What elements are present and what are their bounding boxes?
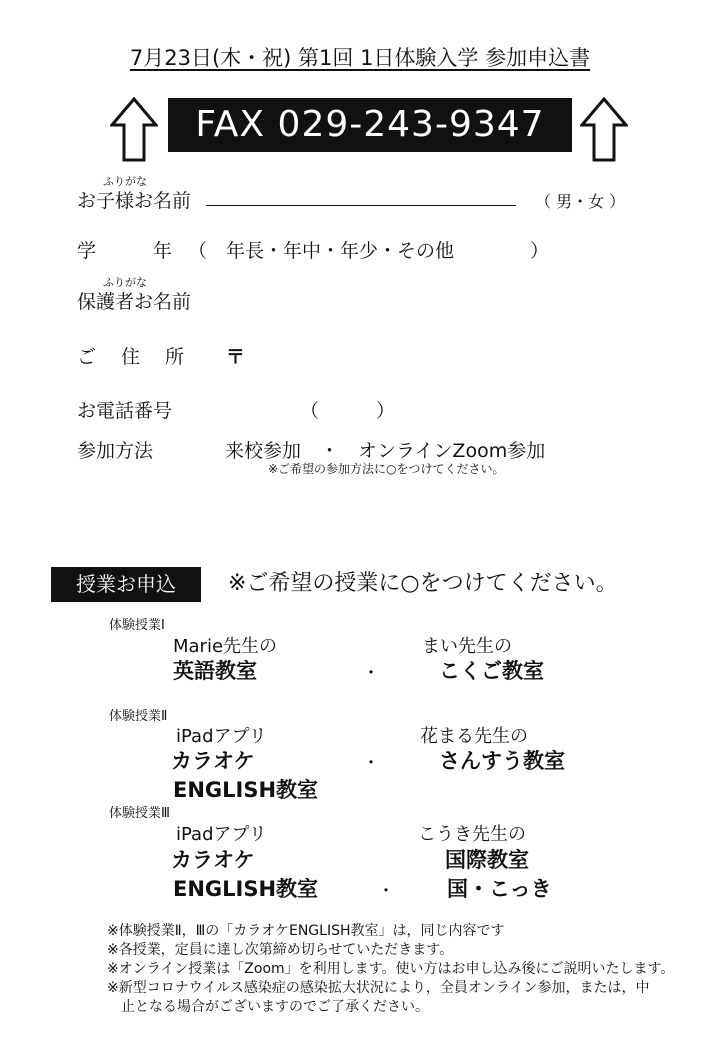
class1-separator: ・ [362, 663, 380, 684]
classes-instruction: ※ご希望の授業に○をつけてください。 [228, 571, 618, 596]
fax-number: FAX 029-243-9347 [168, 98, 572, 152]
note: ※新型コロナウイルス感染症の感染拡大状況により，全員オンライン参加，または，中 [107, 980, 650, 996]
grade-options[interactable]: （ 年長・年中・年少・その他 ） [188, 240, 550, 262]
class3-left-teacher: iPadアプリ [176, 824, 267, 845]
page-title: 7月23日(木・祝) 第1回 1日体験入学 参加申込書 [129, 46, 591, 70]
class3-header: 体験授業Ⅲ [109, 806, 170, 821]
address-label: ご 住 所 [77, 346, 188, 368]
child-name-furigana: ふりがな [103, 175, 147, 188]
gender-options[interactable]: （ 男・女 ） [535, 192, 626, 211]
class1-left-teacher: Marie先生の [173, 636, 278, 657]
class2-right-teacher: 花まる先生の [420, 726, 528, 747]
method-options[interactable]: 来校参加 ・ オンラインZoom参加 [225, 440, 546, 462]
note: 止となる場合がございますのでご了承ください。 [107, 999, 429, 1015]
grade-label: 学 年 [77, 240, 173, 262]
method-label: 参加方法 [77, 440, 154, 462]
class1-right-teacher: まい先生の [422, 636, 512, 657]
class2-separator: ・ [362, 753, 380, 774]
guardian-name-label: 保護者お名前 [77, 291, 192, 313]
phone-label: お電話番号 [77, 400, 173, 422]
class2-header: 体験授業Ⅱ [109, 709, 168, 724]
class1-left-option[interactable]: 英語教室 [173, 659, 257, 683]
class1-right-option[interactable]: こくご教室 [439, 659, 544, 683]
classes-section-label: 授業お申込 [51, 567, 201, 602]
postal-mark: 〒 [226, 346, 246, 368]
child-name-label: お子様お名前 [77, 190, 192, 212]
class3-left-option-line2[interactable]: ENGLISH教室 [173, 877, 319, 901]
note: ※オンライン授業は「Zoom」を利用します。使い方はお申し込み後にご説明いたします。 [107, 961, 675, 977]
note: ※体験授業Ⅱ，Ⅲの「カラオケENGLISH教室」は，同じ内容です [107, 923, 505, 939]
up-arrow-icon [580, 97, 628, 163]
phone-field[interactable]: （ ） [300, 400, 396, 422]
up-arrow-icon [110, 97, 158, 163]
class1-header: 体験授業Ⅰ [109, 618, 165, 633]
class2-right-option[interactable]: さんすう教室 [439, 749, 565, 773]
class3-separator: ・ [377, 881, 395, 902]
method-note: ※ご希望の参加方法に○をつけてください。 [268, 462, 505, 476]
class3-left-option[interactable]: カラオケ [171, 848, 255, 872]
class3-right-option-line2[interactable]: 国・こっき [447, 877, 552, 901]
class2-left-teacher: iPadアプリ [176, 726, 267, 747]
guardian-name-furigana: ふりがな [103, 276, 147, 289]
class2-left-option[interactable]: カラオケ [171, 749, 255, 773]
class2-left-option-line2[interactable]: ENGLISH教室 [173, 778, 319, 802]
class3-right-option[interactable]: 国際教室 [445, 848, 529, 872]
child-name-field[interactable] [206, 205, 516, 206]
class3-right-teacher: こうき先生の [418, 824, 526, 845]
note: ※各授業，定員に達し次第締め切らせていただきます。 [107, 942, 454, 958]
